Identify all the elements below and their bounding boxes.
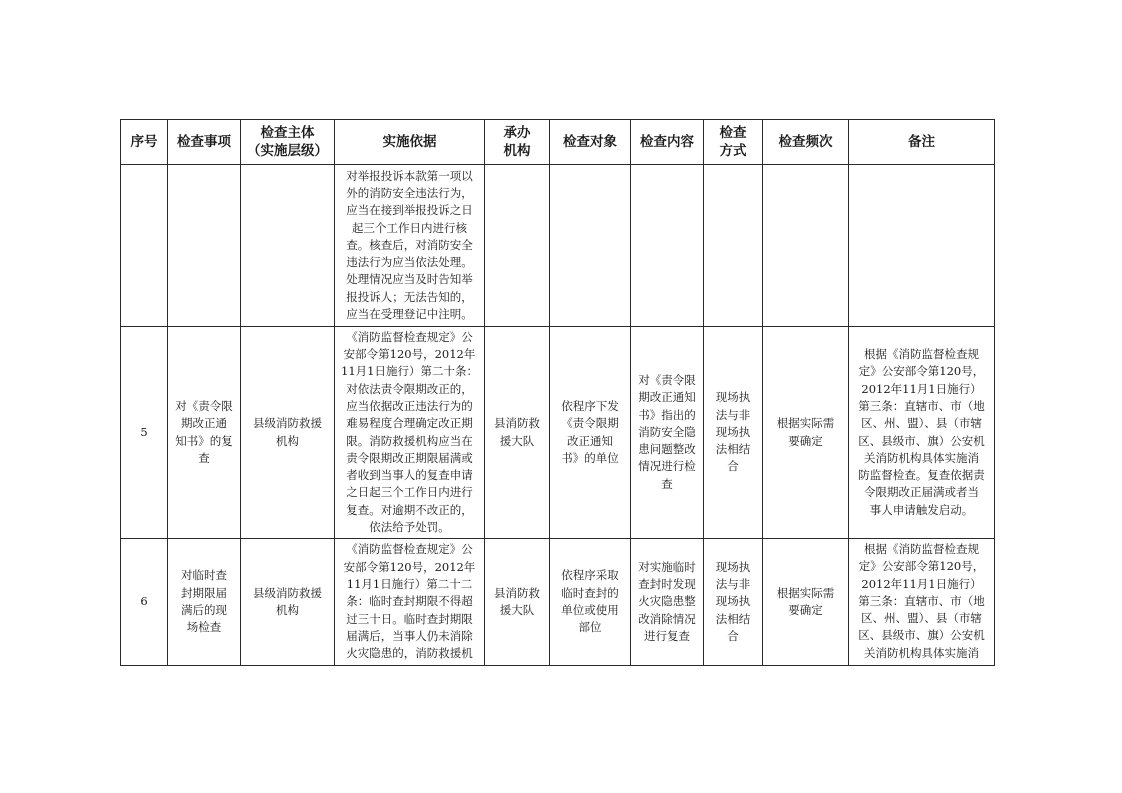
cell-line: 要确定 [788, 603, 823, 617]
inspection-content [631, 327, 704, 539]
cell-line: 县消防救 [494, 416, 540, 431]
inspection-subject [241, 539, 335, 666]
cell-line: 序号 [130, 134, 158, 150]
cell-line: 火灾隐患整 [638, 594, 696, 609]
handling-org [485, 165, 550, 327]
cell-line: 区、县级市、旗）公安机 [858, 628, 985, 643]
cell-line: 11月1日施行）第二十二 [346, 577, 473, 592]
cell-line: 根据实际需 [776, 585, 835, 600]
remarks [849, 327, 995, 539]
inspection-subject [241, 165, 335, 327]
cell-line: 承办 [503, 125, 531, 141]
cell-line: 县消防救 [494, 585, 540, 600]
implementation-basis [335, 327, 485, 539]
cell-line: 《消防监督检查规定》公 [346, 542, 473, 557]
cell-line: 区、州、盟）、县（市辖 [861, 416, 982, 431]
cell-line: 知书》的复 [175, 433, 233, 448]
cell-line: 备注 [908, 134, 935, 150]
cell-line: 实施依据 [382, 134, 437, 150]
cell-line: 安部令第120号，2012年 [343, 559, 476, 574]
cell-line: 查 [661, 476, 673, 491]
cell-line: 复查。对逾期不改正的， [346, 502, 473, 517]
cell-line: 消防安全隐 [638, 424, 696, 439]
cell-line: 期改正通 [181, 416, 227, 431]
cell-line: 区、县级市、旗）公安机 [858, 433, 985, 448]
header-cell [631, 120, 704, 165]
cell-line: 区、州、盟）、县（市辖 [861, 611, 982, 626]
cell-line: 关消防机构具体实施消 [864, 645, 979, 660]
header-cell [121, 120, 168, 165]
cell-line: 期改正通知 [638, 390, 696, 405]
cell-line: 进行复查 [644, 628, 690, 643]
inspection-subject [241, 327, 335, 539]
cell-line: 第三条：直辖市、市（地 [858, 593, 985, 608]
header-cell [763, 120, 849, 165]
cell-line: 定》公安部令第120号， [858, 559, 985, 574]
cell-line: 改消除情况 [638, 611, 696, 626]
header-cell [241, 120, 335, 165]
inspection-method [704, 165, 763, 327]
cell-line: 依法给予处罚。 [369, 519, 450, 534]
cell-line: 合 [727, 628, 739, 643]
cell-line: 违法行为应当依法处理。 [346, 255, 473, 270]
cell-line: 2012年11月1日施行） [861, 381, 982, 396]
cell-line: 根据《消防监督检查规 [864, 347, 979, 362]
cell-line: 检查 [719, 125, 747, 141]
cell-line: 检查频次 [778, 134, 833, 150]
cell-line: 检查事项 [177, 134, 231, 150]
cell-line: 要确定 [788, 433, 823, 448]
inspection-table [120, 119, 995, 666]
cell-line: 援大队 [499, 603, 535, 617]
inspection-item [168, 327, 241, 539]
cell-line: 安部令第120号，2012年 [343, 347, 476, 362]
implementation-basis [335, 165, 485, 327]
inspection-content [631, 539, 704, 666]
table-row [121, 165, 995, 327]
cell-line: 过三十日。临时查封期限 [346, 611, 473, 626]
cell-line: 单位或使用 [561, 603, 619, 617]
cell-line: 患问题整改 [638, 442, 696, 457]
cell-line: 部位 [578, 620, 602, 635]
cell-line: 对实施临时 [638, 559, 696, 574]
cell-line: 机构 [276, 603, 299, 617]
cell-line: 县级消防救援 [253, 416, 322, 431]
cell-line: 对临时查 [181, 568, 227, 583]
cell-line: 县级消防救援 [253, 585, 322, 600]
cell-line: 第三条：直辖市、市（地 [858, 398, 985, 413]
cell-line: 检查内容 [640, 134, 694, 150]
cell-line: 法与非 [715, 577, 751, 592]
row-number: 6 [121, 539, 168, 666]
cell-line: 令限期改正届满或者当 [864, 485, 979, 500]
cell-line: 应当在受理登记中注明。 [346, 307, 473, 322]
cell-line: 法相结 [715, 611, 751, 626]
row-number [121, 165, 168, 327]
cell-line: 方式 [719, 143, 747, 159]
cell-line: 查封时发现 [638, 577, 696, 592]
cell-line: 临时查封的 [561, 585, 619, 600]
header-cell [168, 120, 241, 165]
cell-line: 条：临时查封期限不得超 [346, 594, 473, 609]
cell-line: 对举报投诉本款第一项以 [346, 168, 473, 183]
header-cell [485, 120, 550, 165]
cell-line: 对《责令限 [638, 372, 696, 387]
remarks [849, 539, 995, 666]
cell-line: 关消防机构具体实施消 [864, 450, 979, 465]
inspection-target [550, 327, 631, 539]
cell-line: 查 [198, 450, 210, 465]
cell-line: 现场执 [715, 559, 751, 574]
cell-line: 《消防监督检查规定》公 [346, 329, 473, 344]
header-cell [704, 120, 763, 165]
cell-line: 《责令限期 [561, 416, 619, 431]
header-row [121, 120, 995, 165]
cell-line: 合 [727, 459, 739, 474]
cell-line: 应当依据改正违法行为的 [346, 398, 473, 413]
inspection-content [631, 165, 704, 327]
inspection-target [550, 165, 631, 327]
cell-line: 情况进行检 [638, 459, 696, 474]
cell-line: 起三个工作日内进行核 [352, 220, 467, 235]
cell-line: 报投诉人；无法告知的， [346, 289, 473, 304]
inspection-item [168, 165, 241, 327]
row-number: 5 [121, 327, 168, 539]
table-row [121, 327, 995, 539]
cell-line: 难易程度合理确定改正期 [346, 416, 473, 431]
cell-line: 书》的单位 [561, 450, 619, 465]
cell-line: 现场执 [715, 594, 751, 609]
cell-line: 外的消防安全违法行为， [346, 185, 473, 200]
remarks [849, 165, 995, 327]
cell-line: 限。消防救援机构应当在 [346, 433, 473, 448]
cell-line: 封期限届 [181, 585, 227, 600]
cell-line: 查。核查后，对消防安全 [346, 237, 473, 252]
cell-line: 法与非 [715, 407, 751, 422]
cell-line: 满后的现 [181, 603, 227, 617]
cell-line: 应当在接到举报投诉之日 [346, 203, 473, 218]
cell-line: 依程序下发 [561, 398, 619, 413]
handling-org [485, 539, 550, 666]
cell-line: 场检查 [186, 620, 222, 635]
inspection-method [704, 539, 763, 666]
cell-line: 责令限期改正期限届满或 [346, 450, 473, 465]
cell-line: 检查主体 [260, 125, 315, 141]
inspection-method [704, 327, 763, 539]
cell-line: （实施层级） [247, 143, 328, 159]
header-cell [335, 120, 485, 165]
cell-line: 书》指出的 [638, 407, 696, 422]
inspection-frequency [763, 165, 849, 327]
table-row [121, 539, 995, 666]
cell-line: 援大队 [499, 433, 535, 448]
implementation-basis [335, 539, 485, 666]
header-cell [849, 120, 995, 165]
cell-line: 对依法责令限期改正的， [346, 381, 473, 396]
inspection-target [550, 539, 631, 666]
cell-line: 定》公安部令第120号， [858, 364, 985, 379]
cell-line: 事人申请触发启动。 [869, 502, 974, 517]
cell-line: 火灾隐患的，消防救援机 [346, 646, 473, 661]
cell-line: 处理情况应当及时告知举 [346, 272, 473, 287]
cell-line: 现场执 [715, 390, 751, 405]
cell-line: 之日起三个工作日内进行 [346, 485, 473, 500]
cell-line: 11月1日施行）第二十条： [341, 364, 478, 379]
cell-line: 机构 [503, 143, 531, 159]
cell-line: 对《责令限 [175, 398, 233, 413]
cell-line: 机构 [276, 433, 299, 448]
inspection-frequency [763, 327, 849, 539]
cell-line: 者收到当事人的复查申请 [346, 468, 473, 483]
cell-line: 检查对象 [563, 134, 617, 150]
cell-line: 改正通知 [567, 433, 613, 448]
cell-line: 根据实际需 [776, 416, 835, 431]
inspection-item [168, 539, 241, 666]
cell-line: 法相结 [715, 442, 751, 457]
header-cell [550, 120, 631, 165]
cell-line: 2012年11月1日施行） [861, 576, 982, 591]
cell-line: 依程序采取 [561, 568, 619, 583]
handling-org [485, 327, 550, 539]
cell-line: 现场执 [715, 424, 751, 439]
inspection-frequency [763, 539, 849, 666]
cell-line: 根据《消防监督检查规 [864, 542, 979, 556]
cell-line: 届满后，当事人仍未消除 [346, 628, 473, 643]
cell-line: 防监督检查。复查依据责 [858, 468, 985, 483]
